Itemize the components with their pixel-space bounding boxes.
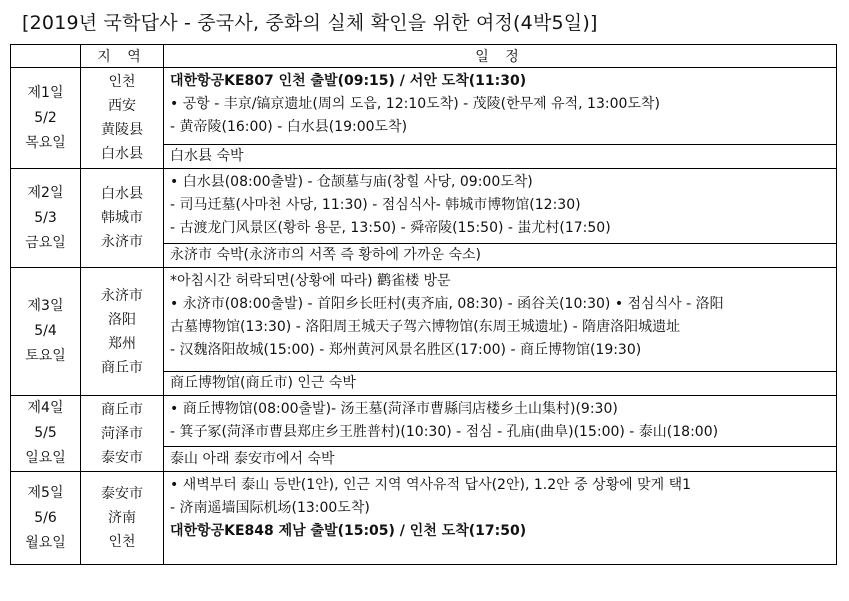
schedule-cell <box>164 472 837 565</box>
day-row <box>11 68 837 145</box>
day-row <box>11 169 837 244</box>
region-name: 郑州 <box>108 335 136 352</box>
region-name: 永济市 <box>101 234 143 250</box>
region-cell <box>81 169 164 268</box>
region-name: 洛阳 <box>108 311 136 328</box>
schedule-line: • 공항 - 丰京/镐京遗址(周의 도읍, 12:10도착) - 茂陵(한무제 유적, 13:00도착) <box>170 96 660 112</box>
schedule-line: *아침시간 허락되면(상황에 따라) 鹳雀楼 방문 <box>170 273 451 289</box>
schedule-line: • 永济市(08:00출발) - 首阳乡长旺村(夷齐庙, 08:30) - 函谷关(10:30) • 점심식사 - 洛阳 <box>170 296 724 312</box>
day-label-line: 제2일 <box>27 184 64 201</box>
lodging-cell: 泰山 아래 泰安市에서 숙박 <box>164 447 837 472</box>
region-name: 永济市 <box>101 287 143 304</box>
schedule-line: • 商丘博物馆(08:00출발)- 汤王墓(菏泽市曹縣闫店楼乡土山集村)(9:30) <box>170 401 618 417</box>
day-cell <box>11 68 81 169</box>
schedule-line: • 새벽부터 泰山 등반(1안), 인근 지역 역사유적 답사(2안), 1.2안 중 상황에 맞게 택1 <box>170 477 692 493</box>
day-row <box>11 396 837 447</box>
lodging-cell: 商丘博物馆(商丘市) 인근 숙박 <box>164 372 837 396</box>
region-name: 商丘市 <box>101 359 143 376</box>
day-cell <box>11 268 81 396</box>
day-cell <box>11 396 81 472</box>
header-schedule: 일 정 <box>164 45 837 68</box>
day-label-line: 5/3 <box>34 209 57 226</box>
region-name: 菏泽市 <box>101 425 143 442</box>
day-row <box>11 268 837 372</box>
lodging-cell: 永济市 숙박(永济市의 서쪽 즉 황하에 가까운 숙소) <box>164 244 837 268</box>
region-name: 西安 <box>108 98 136 114</box>
day-label-line: 제5일 <box>27 484 64 501</box>
table-header-row <box>11 45 837 68</box>
schedule-line: - 黄帝陵(16:00) - 白水县(19:00도착) <box>170 119 408 135</box>
schedule-cell <box>164 396 837 447</box>
region-name: 白水县 <box>101 186 143 202</box>
day-label-line: 제1일 <box>27 84 64 101</box>
region-name: 泰安市 <box>101 486 143 502</box>
schedule-cell <box>164 169 837 244</box>
day-label-line: 5/5 <box>34 425 57 441</box>
day-label-line: 토요일 <box>25 348 66 364</box>
day-cell <box>11 472 81 565</box>
region-name: 济南 <box>108 510 136 526</box>
day-label-line: 월요일 <box>25 534 66 551</box>
day-label-line: 목요일 <box>25 134 66 151</box>
schedule-line: - 古渡龙门风景区(황하 용문, 13:50) - 舜帝陵(15:50) - 蚩尤村(17:50) <box>170 220 611 236</box>
region-name: 商丘市 <box>101 401 143 418</box>
day-label-line: 일요일 <box>25 450 66 466</box>
region-name: 韩城市 <box>101 210 143 226</box>
lodging-cell: 白水县 숙박 <box>164 145 837 169</box>
schedule-line: - 汉魏洛阳故城(15:00) - 郑州黄河风景名胜区(17:00) - 商丘博物馆(19:30) <box>170 342 642 358</box>
header-day <box>11 45 81 68</box>
day-label-line: 5/6 <box>34 509 57 526</box>
day-label-line: 제4일 <box>27 400 64 416</box>
itinerary-table <box>10 44 837 565</box>
region-name: 인천 <box>108 534 136 550</box>
day-label-line: 5/4 <box>34 323 57 339</box>
schedule-line: - 司马迁墓(사마천 사당, 11:30) - 점심식사- 韩城市博物馆(12:30) <box>170 197 581 213</box>
day-label-line: 5/2 <box>34 109 57 126</box>
day-cell <box>11 169 81 268</box>
day-row <box>11 472 837 565</box>
schedule-line: • 白水县(08:00출발) - 仓颉墓与庙(창힐 사당, 09:00도착) <box>170 174 533 190</box>
schedule-line: 대한항공KE848 제남 출발(15:05) / 인천 도착(17:50) <box>170 523 527 539</box>
region-cell <box>81 68 164 169</box>
schedule-cell <box>164 68 837 145</box>
day-label-line: 금요일 <box>25 234 66 251</box>
schedule-line: - 济南遥墙国际机场(13:00도착) <box>170 500 370 516</box>
region-cell <box>81 268 164 396</box>
schedule-line: 대한항공KE807 인천 출발(09:15) / 서안 도착(11:30) <box>170 73 527 89</box>
schedule-line: - 箕子冢(菏泽市曹县郑庄乡王胜普村)(10:30) - 점심 - 孔庙(曲阜)(15:00) - 泰山(18:00) <box>170 424 719 440</box>
region-name: 인천 <box>108 74 136 90</box>
header-region: 지 역 <box>81 45 164 68</box>
region-name: 白水县 <box>101 146 143 162</box>
schedule-cell <box>164 268 837 372</box>
region-name: 黄陵县 <box>101 122 143 138</box>
page-title: [2019년 국학답사 - 중국사, 중화의 실체 확인을 위한 여정(4박5일)] <box>22 12 598 34</box>
day-label-line: 제3일 <box>27 298 64 314</box>
region-cell <box>81 396 164 472</box>
region-cell <box>81 472 164 565</box>
schedule-line: 古墓博物馆(13:30) - 洛阳周王城天子驾六博物馆(东周王城遗址) - 隋唐洛阳城遗址 <box>170 319 681 335</box>
region-name: 泰安市 <box>101 449 143 466</box>
